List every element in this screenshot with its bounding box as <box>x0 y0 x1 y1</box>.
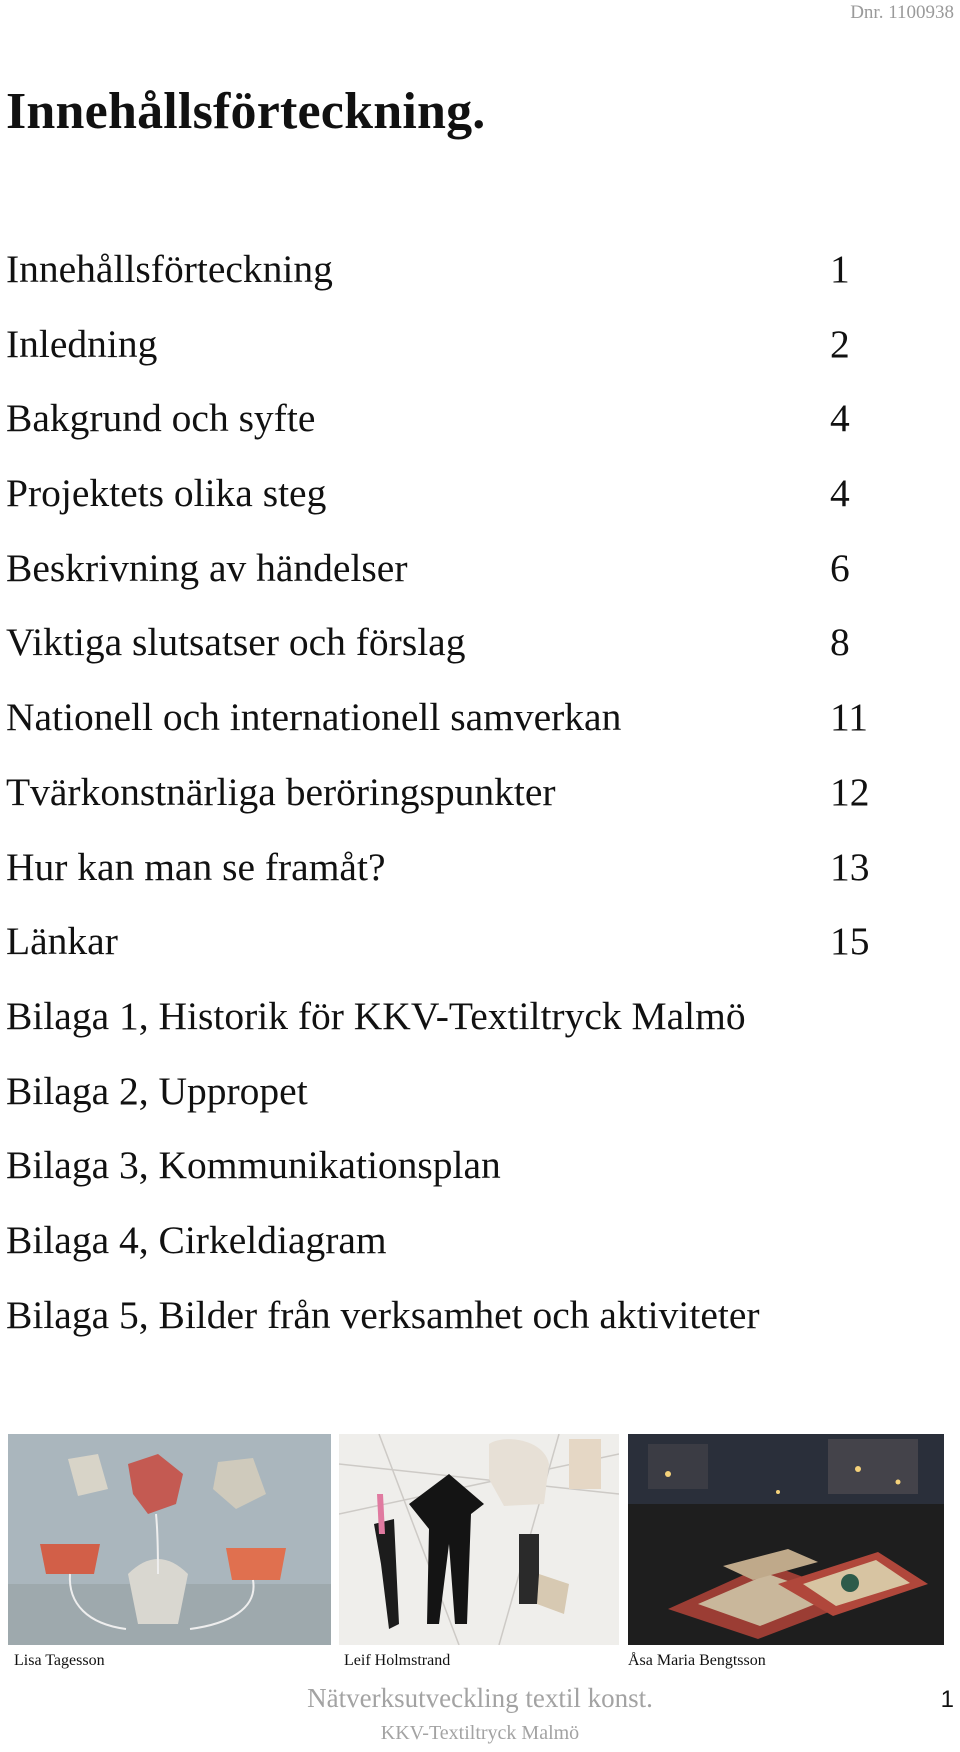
toc-row <box>6 387 906 462</box>
toc-page-number: 4 <box>830 471 850 516</box>
footer-subtitle: KKV-Textiltryck Malmö <box>380 1722 580 1744</box>
toc-page-number: 8 <box>830 620 850 665</box>
toc-title: Bilaga 2, Uppropet <box>6 1068 308 1113</box>
toc-title: Tvärkonstnärliga beröringspunkter <box>6 769 556 814</box>
document-number: Dnr. 1100938 <box>850 2 954 23</box>
toc-title: Hur kan man se framåt? <box>6 844 386 889</box>
toc-page-number: 1 <box>830 247 850 291</box>
toc-row <box>6 761 906 836</box>
toc-row <box>6 1284 906 1359</box>
toc-page-number: 13 <box>830 844 870 889</box>
toc-title: Nationell och internationell samverkan <box>6 695 622 740</box>
toc-title: Projektets olika steg <box>6 471 327 516</box>
toc-row <box>6 985 906 1060</box>
toc-title: Viktiga slutsatser och förslag <box>6 620 466 665</box>
toc-row <box>6 836 906 911</box>
toc-row <box>6 1134 906 1209</box>
footer-title: Nätverksutveckling textil konst. <box>307 1683 653 1713</box>
toc-page-number: 15 <box>830 919 870 964</box>
table-of-contents <box>6 238 906 1358</box>
toc-title: Bilaga 4, Cirkeldiagram <box>6 1217 387 1262</box>
page-number: 1 <box>940 1686 954 1713</box>
toc-row <box>6 462 906 537</box>
toc-row <box>6 238 906 313</box>
toc-page-number: 12 <box>830 769 870 814</box>
toc-title: Bakgrund och syfte <box>6 396 316 441</box>
toc-title: Bilaga 1, Historik för KKV-Textiltryck Malmö <box>6 993 746 1038</box>
toc-title: Bilaga 3, Kommunikationsplan <box>6 1143 501 1188</box>
toc-title: Länkar <box>6 919 118 964</box>
toc-row <box>6 313 906 388</box>
photo-strip <box>8 1434 944 1674</box>
toc-page-number: 11 <box>830 695 869 740</box>
toc-page-number: 6 <box>830 545 850 590</box>
photo-caption: Leif Holmstrand <box>344 1652 451 1669</box>
toc-title: Innehållsförteckning <box>6 247 333 291</box>
photo-caption: Åsa Maria Bengtsson <box>628 1652 766 1669</box>
artwork-photo-textile-sculptures <box>8 1434 331 1645</box>
toc-row <box>6 611 906 686</box>
page-heading: Innehållsförteckning. <box>6 83 486 140</box>
photo-caption: Lisa Tagesson <box>14 1652 105 1669</box>
artwork-photo-hanging-figures <box>339 1434 619 1645</box>
toc-row <box>6 686 906 761</box>
toc-row <box>6 1060 906 1135</box>
toc-row <box>6 537 906 612</box>
artwork-photo-rugs-at-night <box>628 1434 944 1645</box>
toc-page-number: 4 <box>830 396 850 441</box>
toc-title: Bilaga 5, Bilder från verksamhet och aktiviteter <box>6 1292 760 1337</box>
toc-title: Beskrivning av händelser <box>6 545 408 590</box>
toc-page-number: 2 <box>830 321 850 366</box>
toc-row <box>6 910 906 985</box>
toc-title: Inledning <box>6 321 158 366</box>
toc-row <box>6 1209 906 1284</box>
